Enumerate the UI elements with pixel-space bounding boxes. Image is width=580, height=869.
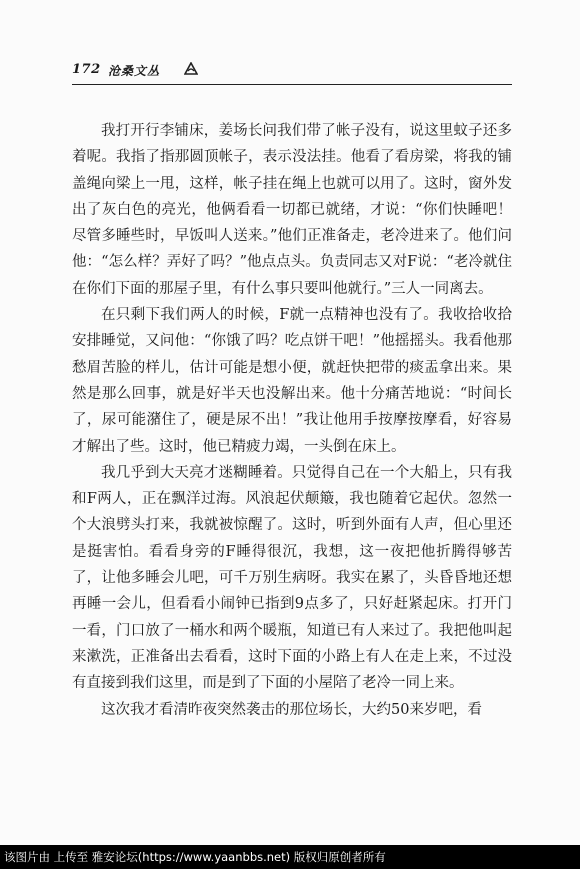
series-logo-icon	[184, 62, 198, 75]
header-rule	[72, 84, 512, 85]
page-header	[72, 60, 512, 82]
page-number: 172	[72, 62, 101, 77]
paragraph: 在只剩下我们两人的时候，F就一点精神也没有了。我收拾收拾安排睡觉，又问他：“你饿了吗？吃点饼干吧！”他摇摇头。我看他那愁眉苦脸的样儿，估计可能是想小便，就赶快把带的痰盂拿出来。果然是那么回事，就是好半天也没解出来。他十分痛苦地说：“时间长了，尿可能潴住了，硬是尿不出！”我让他用手按摩按摩看，好容易才解出了些。这时，他已精疲力竭，一头倒在床上。	[72, 307, 512, 455]
paragraph: 我几乎到大天亮才迷糊睡着。只觉得自己在一个大船上，只有我和F两人，正在飘洋过海。风浪起伏颠簸，我也随着它起伏。忽然一个大浪劈头打来，我就被惊醒了。这时，听到外面有人声，但心里还是挺害怕。看看身旁的F睡得很沉，我想，这一夜把他折腾得够苦了，让他多睡会儿吧，可千万别生病呀。我实在累了，头昏昏地还想再睡一会儿，但看看小闹钟已指到9点多了，只好赶紧起床。打开门一看，门口放了一桶水和两个暖瓶，知道已有人来过了。我把他叫起来漱洗，正准备出去看看，这时下面的小路上有人在走上来，不过没有直接到我们这里，而是到了下面的小屋陪了老冷一同上来。	[72, 464, 512, 692]
series-title: 沧桑文丛	[108, 64, 161, 78]
body-text	[72, 118, 512, 723]
paragraph: 我打开行李铺床，姜场长问我们带了帐子没有，说这里蚊子还多着呢。我指了指那圆顶帐子，表示没法挂。他看了看房梁，将我的铺盖绳向梁上一甩，这样，帐子挂在绳上也就可以用了。这时，窗外发出了灰白色的亮光，他俩看看一切都已就绪，才说：“你们快睡吧！尽管多睡些时，早饭叫人送来。”他们正准备走，老冷进来了。他们问他：“怎么样？弄好了吗？”他点点头。负责同志又对F说：“老冷就住在你们下面的那屋子里，有什么事只要叫他就行。”三人一同离去。	[72, 123, 512, 297]
watermark-bar: 该图片由 上传至 雅安论坛(https://www.yaanbbs.net) 版权归原创者所有	[0, 845, 580, 869]
paragraph: 这次我才看清昨夜突然袭击的那位场长，大约50来岁吧，看	[101, 701, 482, 718]
